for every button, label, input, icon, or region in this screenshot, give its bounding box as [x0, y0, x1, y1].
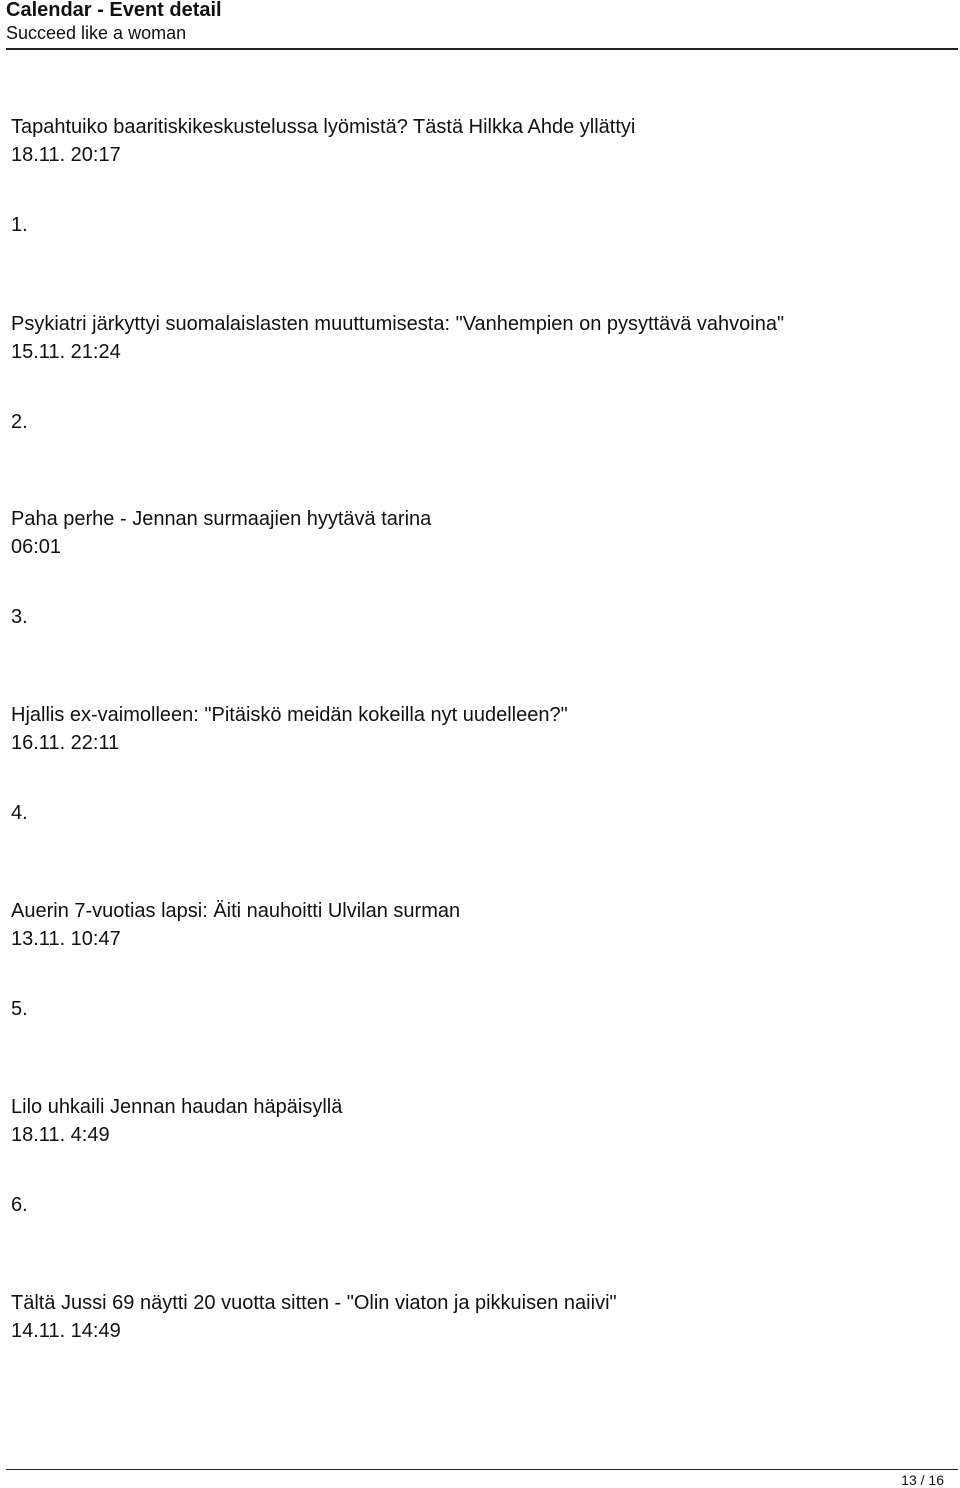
news-item-title[interactable]: Hjallis ex-vaimolleen: "Pitäiskö meidän kokeilla nyt uudelleen?"	[11, 704, 568, 726]
news-item-title[interactable]: Tältä Jussi 69 näytti 20 vuotta sitten - "Olin viaton ja pikkuisen naiivi"	[11, 1292, 617, 1314]
page-number: 13 / 16	[901, 1472, 944, 1488]
news-item-time: 15.11. 21:24	[11, 341, 121, 363]
news-item-title[interactable]: Paha perhe - Jennan surmaajien hyytävä tarina	[11, 508, 432, 530]
header-divider	[6, 48, 958, 50]
news-item-rank: 5.	[11, 998, 28, 1020]
news-item-rank: 3.	[11, 606, 28, 628]
news-item-time: 14.11. 14:49	[11, 1320, 121, 1342]
news-item-title[interactable]: Auerin 7-vuotias lapsi: Äiti nauhoitti Ulvilan surman	[11, 900, 461, 922]
news-item[interactable]	[11, 310, 941, 433]
news-item-rank: 1.	[11, 214, 28, 236]
news-item-time: 18.11. 20:17	[11, 144, 121, 166]
news-item-time: 06:01	[11, 536, 62, 558]
news-item-title[interactable]: Psykiatri järkyttyi suomalaislasten muuttumisesta: "Vanhempien on pysyttävä vahvoina"	[11, 313, 785, 335]
document-title: Calendar - Event detail	[6, 0, 222, 21]
news-item-title[interactable]: Tapahtuiko baaritiskikeskustelussa lyömistä? Tästä Hilkka Ahde yllättyi	[11, 116, 636, 138]
news-item[interactable]	[11, 505, 941, 628]
news-item-title[interactable]: Lilo uhkaili Jennan haudan häpäisyllä	[11, 1096, 343, 1118]
news-item-rank: 2.	[11, 411, 28, 433]
document-subtitle: Succeed like a woman	[6, 23, 187, 43]
news-item-time: 13.11. 10:47	[11, 928, 121, 950]
news-item-rank: 4.	[11, 802, 28, 824]
news-item[interactable]	[11, 897, 941, 1020]
news-item-time: 16.11. 22:11	[11, 732, 120, 754]
news-item[interactable]	[11, 113, 941, 236]
news-item-time: 18.11. 4:49	[11, 1124, 110, 1146]
news-item[interactable]	[11, 701, 941, 824]
news-item[interactable]	[11, 1289, 941, 1345]
footer-divider	[6, 1469, 958, 1470]
news-item[interactable]	[11, 1093, 941, 1216]
news-item-rank: 6.	[11, 1194, 28, 1216]
